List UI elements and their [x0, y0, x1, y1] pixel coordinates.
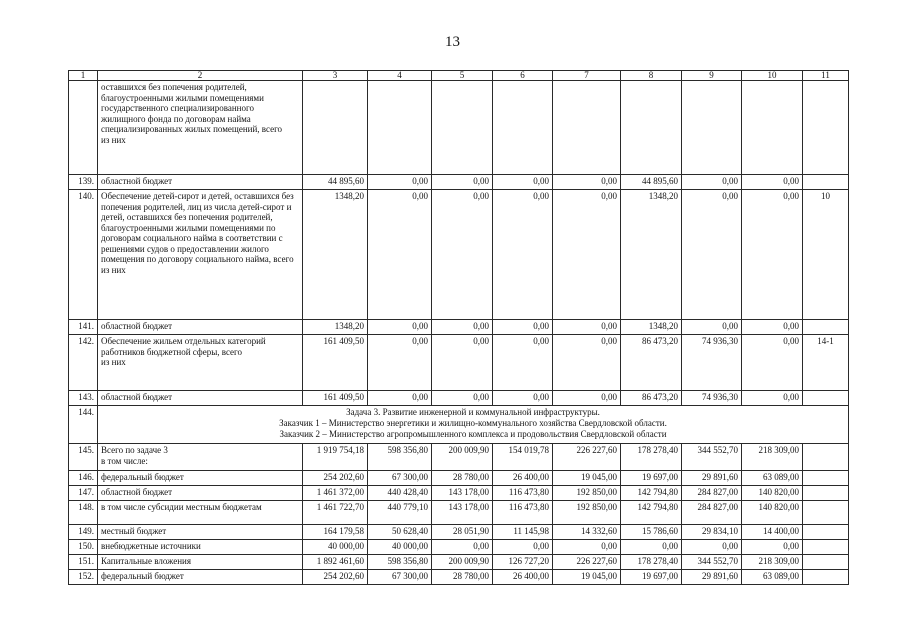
cell-col-7: 0,00	[553, 540, 621, 555]
row-name	[98, 175, 303, 190]
cell-col-10: 218 309,00	[742, 555, 803, 570]
row-number: 147.	[69, 486, 98, 501]
cell-col-11: 10	[803, 190, 849, 320]
cell-col-7: 0,00	[553, 335, 621, 391]
cell-col-9	[682, 81, 742, 175]
cell-col-8: 44 895,60	[621, 175, 682, 190]
cell-col-3: 164 179,58	[303, 525, 368, 540]
table-row	[69, 471, 849, 486]
cell-col-10: 14 400,00	[742, 525, 803, 540]
cell-col-8: 19 697,00	[621, 471, 682, 486]
cell-col-9: 0,00	[682, 540, 742, 555]
row-name-text: Обеспечение детей-сирот и детей, оставшихся без попечения родителей, лиц из числа детей-сирот и детей, оставшихся без попечения родителей, благоустроенными жилыми помещениями по договорам социального найма в соответствии с решениями судов о предоставлении жилого помещения по договору социального найма, всего	[101, 191, 294, 264]
cell-col-10: 140 820,00	[742, 501, 803, 525]
page-number: 13	[445, 34, 460, 50]
cell-col-9: 0,00	[682, 190, 742, 320]
row-name	[98, 570, 303, 585]
cell-col-5: 0,00	[432, 391, 493, 406]
cell-col-11	[803, 81, 849, 175]
cell-col-10: 0,00	[742, 320, 803, 335]
section-heading-line: Задача 3. Развитие инженерной и коммунальной инфраструктуры.	[346, 407, 600, 417]
cell-col-5: 143 178,00	[432, 486, 493, 501]
row-name-text: из них	[101, 134, 126, 145]
cell-col-3: 254 202,60	[303, 570, 368, 585]
cell-col-6: 26 400,00	[493, 570, 553, 585]
table-row	[69, 175, 849, 190]
column-header-3: 3	[303, 71, 368, 81]
row-name-text: областной бюджет	[101, 487, 173, 497]
row-name-text: из них	[101, 357, 126, 367]
cell-col-10: 0,00	[742, 540, 803, 555]
cell-col-10: 0,00	[742, 175, 803, 190]
section-heading	[98, 406, 849, 444]
column-header-2: 2	[98, 71, 303, 81]
cell-col-8: 178 278,40	[621, 444, 682, 471]
column-header-8: 8	[621, 71, 682, 81]
cell-col-5: 0,00	[432, 175, 493, 190]
column-header-4: 4	[368, 71, 432, 81]
cell-col-7: 14 332,60	[553, 525, 621, 540]
cell-col-10: 63 089,00	[742, 471, 803, 486]
cell-col-4: 50 628,40	[368, 525, 432, 540]
cell-col-8: 1348,20	[621, 320, 682, 335]
row-number: 145.	[69, 444, 98, 471]
cell-col-6: 0,00	[493, 190, 553, 320]
cell-col-9: 29 834,10	[682, 525, 742, 540]
column-header-6: 6	[493, 71, 553, 81]
table-row	[69, 190, 849, 320]
row-name-text: Капитальные вложения	[101, 556, 191, 566]
table-row	[69, 391, 849, 406]
cell-col-4: 598 356,80	[368, 555, 432, 570]
cell-col-6: 11 145,98	[493, 525, 553, 540]
cell-col-8: 0,00	[621, 540, 682, 555]
column-header-9: 9	[682, 71, 742, 81]
cell-col-3: 254 202,60	[303, 471, 368, 486]
cell-col-10: 63 089,00	[742, 570, 803, 585]
row-number: 144.	[69, 406, 98, 444]
row-number: 152.	[69, 570, 98, 585]
cell-col-8: 142 794,80	[621, 486, 682, 501]
cell-col-9: 29 891,60	[682, 471, 742, 486]
table-row	[69, 555, 849, 570]
cell-col-5: 28 780,00	[432, 570, 493, 585]
row-name-text: в том числе субсидии местным бюджетам	[101, 502, 262, 512]
cell-col-6: 116 473,80	[493, 501, 553, 525]
row-name	[98, 555, 303, 570]
cell-col-6: 116 473,80	[493, 486, 553, 501]
cell-col-4: 0,00	[368, 175, 432, 190]
column-header-10: 10	[742, 71, 803, 81]
cell-col-7: 192 850,00	[553, 501, 621, 525]
cell-col-11	[803, 486, 849, 501]
cell-col-3: 1 461 372,00	[303, 486, 368, 501]
cell-col-5: 143 178,00	[432, 501, 493, 525]
cell-col-4: 67 300,00	[368, 570, 432, 585]
row-name	[98, 486, 303, 501]
cell-col-8: 86 473,20	[621, 335, 682, 391]
row-name-text: областной бюджет	[101, 176, 173, 186]
cell-col-6	[493, 81, 553, 175]
cell-col-8: 178 278,40	[621, 555, 682, 570]
row-name	[98, 444, 303, 471]
row-number: 148.	[69, 501, 98, 525]
cell-col-10: 0,00	[742, 190, 803, 320]
cell-col-7: 226 227,60	[553, 444, 621, 471]
cell-col-5: 0,00	[432, 540, 493, 555]
row-name-text: местный бюджет	[101, 526, 167, 536]
cell-col-4: 67 300,00	[368, 471, 432, 486]
column-header-7: 7	[553, 71, 621, 81]
row-name	[98, 391, 303, 406]
cell-col-3: 161 409,50	[303, 391, 368, 406]
cell-col-3: 1348,20	[303, 190, 368, 320]
cell-col-9: 0,00	[682, 175, 742, 190]
row-name-text: оставшихся без попечения родителей, благоустроенными жилыми помещениями государственного специализированного жилищного фонда по договорам найма специализированных жилых помещений, всего	[101, 82, 283, 134]
row-name-text: Обеспечение жильем отдельных категорий работников бюджетной сферы, всего	[101, 336, 266, 357]
table-row	[69, 335, 849, 391]
row-name	[98, 471, 303, 486]
cell-col-4: 0,00	[368, 320, 432, 335]
table-row	[69, 540, 849, 555]
row-number: 142.	[69, 335, 98, 391]
cell-col-11	[803, 540, 849, 555]
cell-col-7: 19 045,00	[553, 471, 621, 486]
cell-col-4: 0,00	[368, 391, 432, 406]
row-number: 150.	[69, 540, 98, 555]
row-number: 151.	[69, 555, 98, 570]
row-name	[98, 525, 303, 540]
cell-col-9: 74 936,30	[682, 335, 742, 391]
row-name	[98, 540, 303, 555]
column-header-1: 1	[69, 71, 98, 81]
row-number: 141.	[69, 320, 98, 335]
cell-col-5	[432, 81, 493, 175]
cell-col-8: 15 786,60	[621, 525, 682, 540]
row-number: 140.	[69, 190, 98, 320]
cell-col-10: 0,00	[742, 335, 803, 391]
row-name-text: федеральный бюджет	[101, 571, 184, 581]
cell-col-9: 0,00	[682, 320, 742, 335]
table-row	[69, 320, 849, 335]
section-heading-line: Заказчик 2 – Министерство агропромышленного комплекса и продовольствия Свердловской области	[279, 429, 667, 439]
cell-col-6: 0,00	[493, 175, 553, 190]
row-name	[98, 501, 303, 525]
row-number: 143.	[69, 391, 98, 406]
row-name	[98, 190, 303, 320]
cell-col-7: 0,00	[553, 190, 621, 320]
cell-col-3: 1348,20	[303, 320, 368, 335]
cell-col-11	[803, 391, 849, 406]
cell-col-6: 0,00	[493, 391, 553, 406]
cell-col-9: 284 827,00	[682, 501, 742, 525]
cell-col-3: 1 461 722,70	[303, 501, 368, 525]
row-name-text: в том числе:	[101, 455, 148, 466]
table-row	[69, 525, 849, 540]
cell-col-6: 154 019,78	[493, 444, 553, 471]
row-name	[98, 81, 303, 175]
cell-col-7: 226 227,60	[553, 555, 621, 570]
cell-col-10: 0,00	[742, 391, 803, 406]
cell-col-9: 74 936,30	[682, 391, 742, 406]
cell-col-11	[803, 444, 849, 471]
table-row	[69, 486, 849, 501]
row-number	[69, 81, 98, 175]
cell-col-5: 200 009,90	[432, 555, 493, 570]
cell-col-5: 0,00	[432, 320, 493, 335]
cell-col-9: 344 552,70	[682, 555, 742, 570]
table-row	[69, 570, 849, 585]
row-name-text: из них	[101, 264, 126, 275]
cell-col-11	[803, 471, 849, 486]
cell-col-7	[553, 81, 621, 175]
table-row	[69, 406, 849, 444]
cell-col-11	[803, 501, 849, 525]
cell-col-3	[303, 81, 368, 175]
cell-col-8: 142 794,80	[621, 501, 682, 525]
cell-col-6: 0,00	[493, 335, 553, 391]
cell-col-4: 0,00	[368, 335, 432, 391]
section-heading-line: Заказчик 1 – Министерство энергетики и жилищно-коммунального хозяйства Свердловской области.	[279, 418, 667, 428]
column-header-11: 11	[803, 71, 849, 81]
cell-col-8: 1348,20	[621, 190, 682, 320]
table-body	[69, 71, 849, 585]
cell-col-4	[368, 81, 432, 175]
cell-col-4: 440 428,40	[368, 486, 432, 501]
row-number: 146.	[69, 471, 98, 486]
cell-col-4: 0,00	[368, 190, 432, 320]
cell-col-11	[803, 570, 849, 585]
cell-col-4: 440 779,10	[368, 501, 432, 525]
cell-col-8: 19 697,00	[621, 570, 682, 585]
row-name-text: областной бюджет	[101, 392, 173, 402]
cell-col-5: 28 051,90	[432, 525, 493, 540]
cell-col-5: 200 009,90	[432, 444, 493, 471]
cell-col-5: 28 780,00	[432, 471, 493, 486]
row-name	[98, 320, 303, 335]
cell-col-5: 0,00	[432, 335, 493, 391]
cell-col-8	[621, 81, 682, 175]
cell-col-9: 29 891,60	[682, 570, 742, 585]
row-name-text: внебюджетные источники	[101, 541, 201, 551]
cell-col-11	[803, 175, 849, 190]
cell-col-4: 40 000,00	[368, 540, 432, 555]
cell-col-3: 44 895,60	[303, 175, 368, 190]
cell-col-6: 0,00	[493, 320, 553, 335]
cell-col-10: 218 309,00	[742, 444, 803, 471]
cell-col-3: 1 892 461,60	[303, 555, 368, 570]
cell-col-10: 140 820,00	[742, 486, 803, 501]
table-row	[69, 444, 849, 471]
cell-col-9: 344 552,70	[682, 444, 742, 471]
cell-col-4: 598 356,80	[368, 444, 432, 471]
cell-col-11	[803, 555, 849, 570]
column-header-5: 5	[432, 71, 493, 81]
table-row	[69, 81, 849, 175]
cell-col-7: 19 045,00	[553, 570, 621, 585]
row-name-text: федеральный бюджет	[101, 472, 184, 482]
table-row	[69, 501, 849, 525]
cell-col-6: 0,00	[493, 540, 553, 555]
cell-col-3: 40 000,00	[303, 540, 368, 555]
cell-col-3: 1 919 754,18	[303, 444, 368, 471]
cell-col-7: 0,00	[553, 320, 621, 335]
row-number: 149.	[69, 525, 98, 540]
row-name-text: Всего по задаче 3	[101, 445, 168, 455]
cell-col-10	[742, 81, 803, 175]
cell-col-7: 0,00	[553, 175, 621, 190]
cell-col-8: 86 473,20	[621, 391, 682, 406]
cell-col-11	[803, 320, 849, 335]
cell-col-7: 0,00	[553, 391, 621, 406]
cell-col-11: 14-1	[803, 335, 849, 391]
cell-col-6: 126 727,20	[493, 555, 553, 570]
cell-col-9: 284 827,00	[682, 486, 742, 501]
budget-table	[68, 70, 849, 585]
row-name-text: областной бюджет	[101, 321, 173, 331]
row-number: 139.	[69, 175, 98, 190]
cell-col-7: 192 850,00	[553, 486, 621, 501]
row-name	[98, 335, 303, 391]
cell-col-5: 0,00	[432, 190, 493, 320]
cell-col-6: 26 400,00	[493, 471, 553, 486]
cell-col-11	[803, 525, 849, 540]
header-row	[69, 71, 849, 81]
cell-col-3: 161 409,50	[303, 335, 368, 391]
